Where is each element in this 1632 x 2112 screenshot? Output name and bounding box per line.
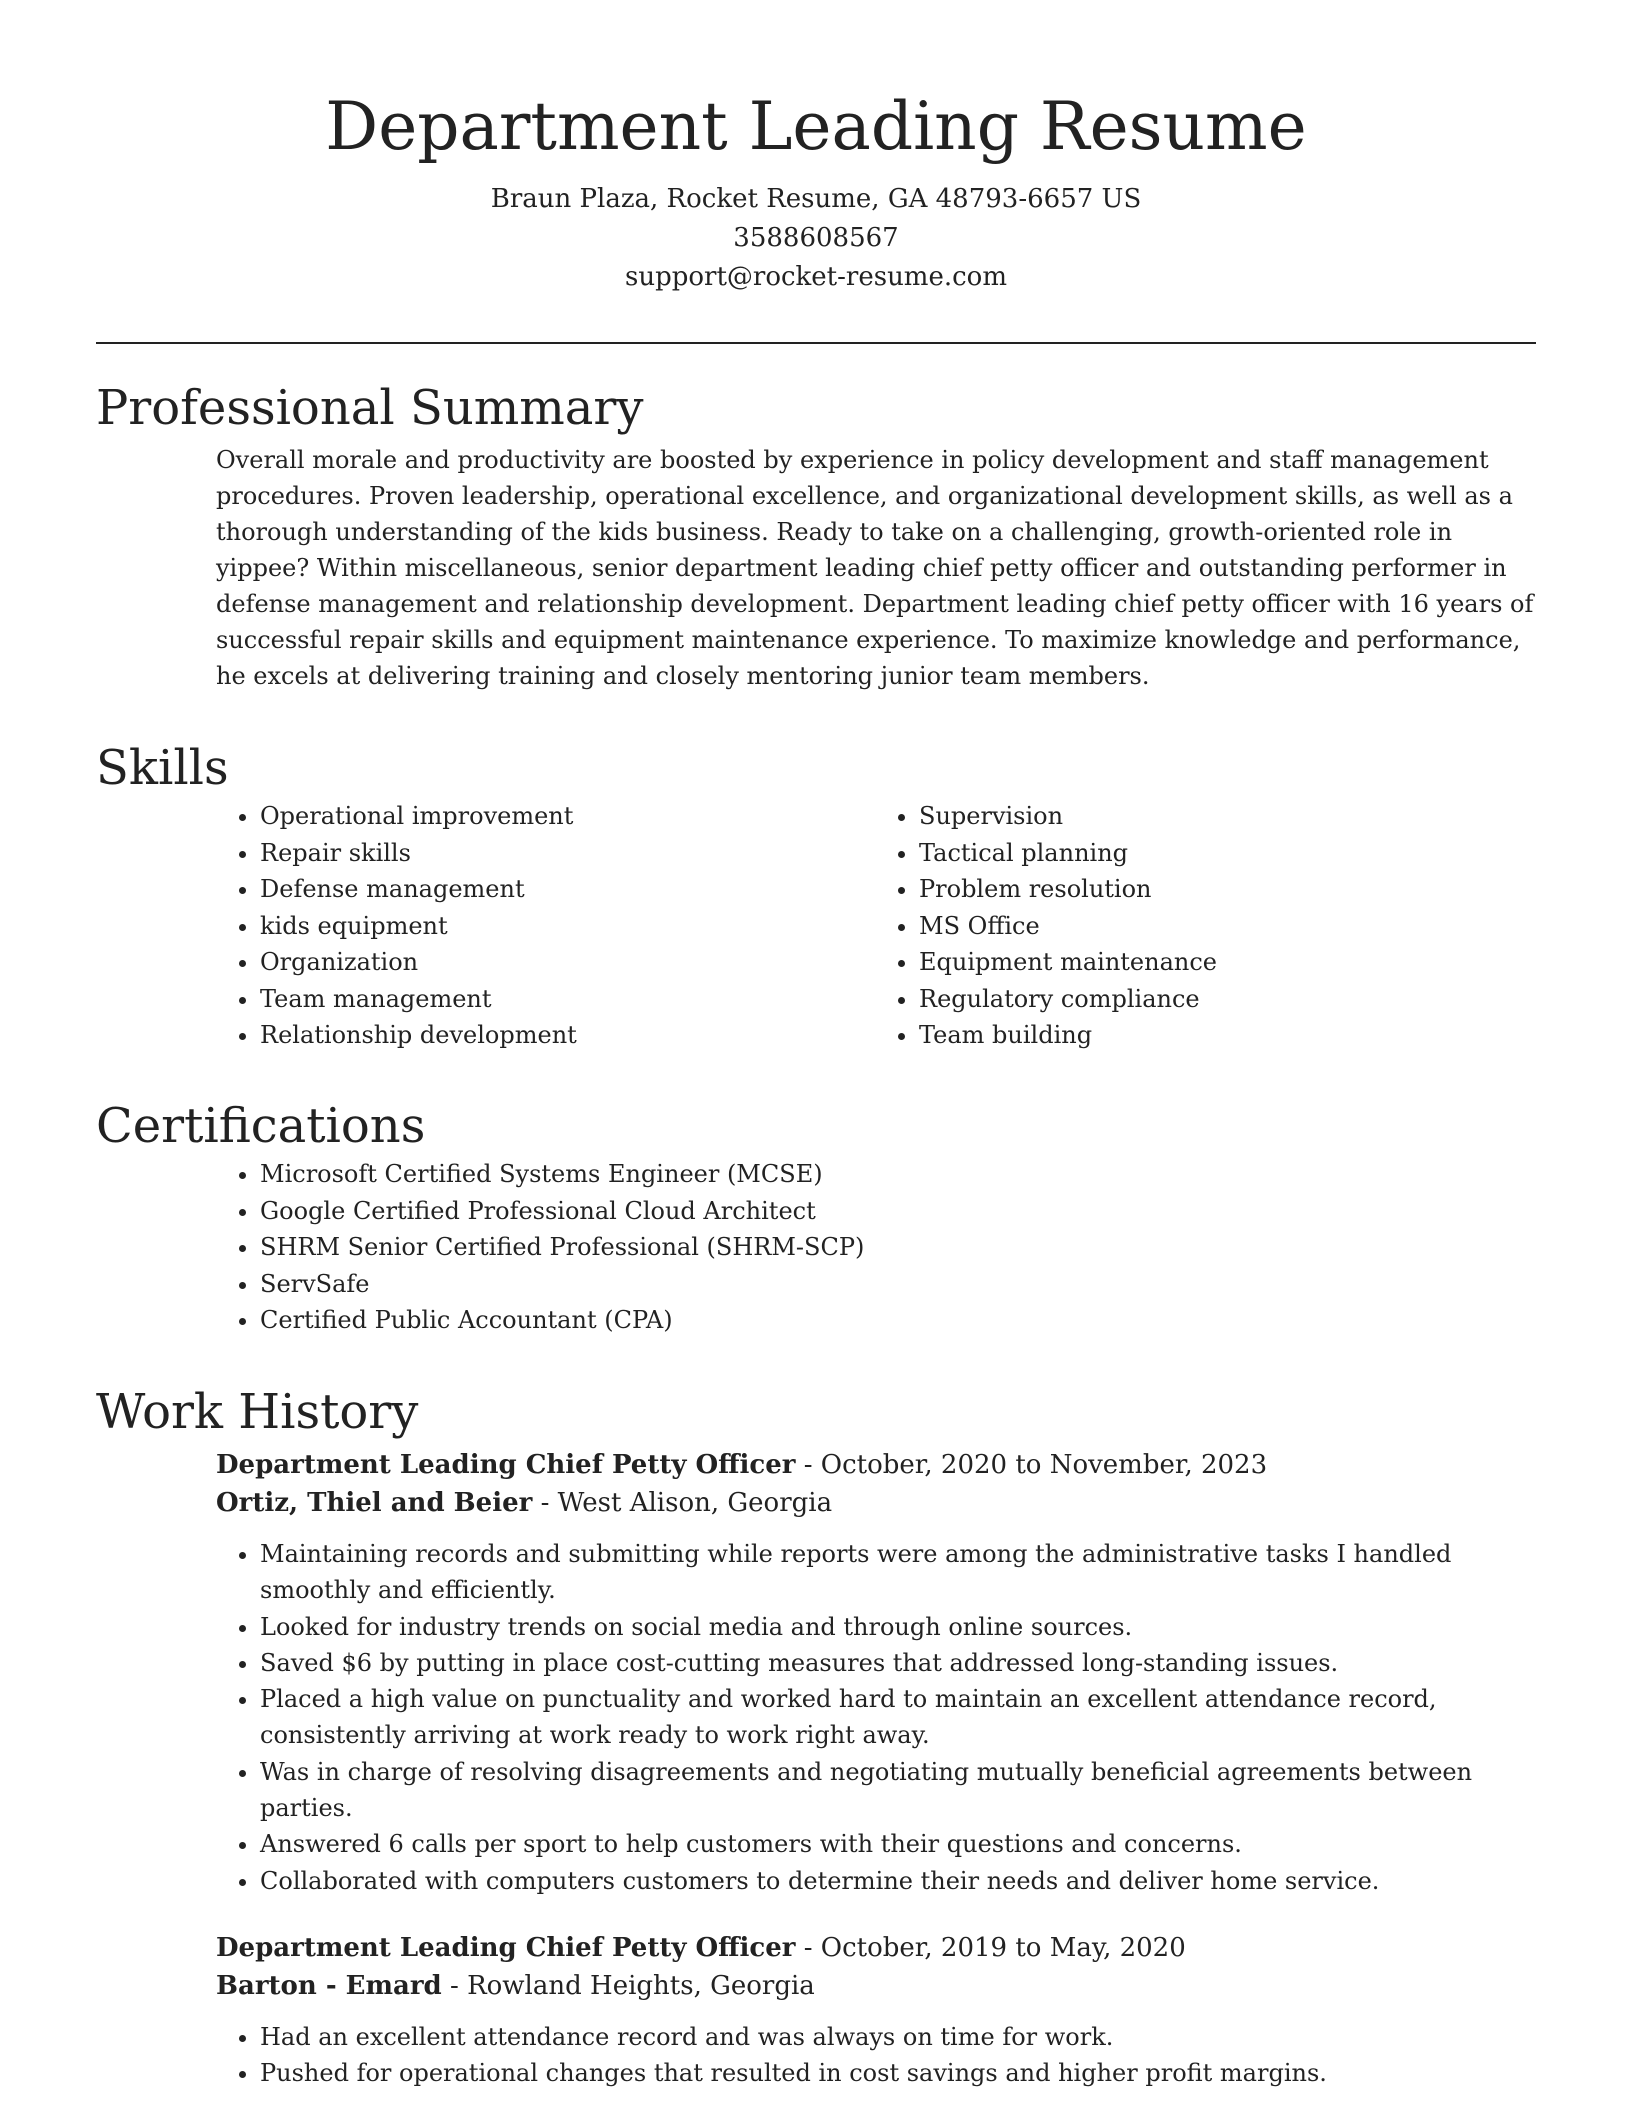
job-location: Rowland Heights, Georgia: [467, 1970, 815, 2001]
skills-columns: [96, 798, 1536, 1054]
contact-email: support@rocket-resume.com: [624, 262, 1007, 292]
skills-list-right: [919, 798, 1536, 1054]
job-dates: October, 2019 to May, 2020: [820, 1932, 1186, 1963]
skill-item: • Supervision: [919, 798, 1536, 835]
job-location: West Alison, Georgia: [557, 1488, 833, 1518]
skill-item: • Relationship development: [260, 1017, 877, 1054]
contact-info: [0, 180, 1632, 297]
resume-header: [0, 0, 1632, 297]
skill-item: • Tactical planning: [919, 835, 1536, 872]
skill-item: • Regulatory compliance: [919, 981, 1536, 1018]
certifications-list: [96, 1156, 1536, 1339]
skill-item: • Operational improvement: [260, 798, 877, 835]
skill-item: • Team building: [919, 1017, 1536, 1054]
certification-item: • Microsoft Certified Systems Engineer (MCSE): [260, 1156, 1536, 1193]
job-company: Barton - Emard: [216, 1970, 442, 2001]
skill-item: • Organization: [260, 944, 877, 981]
certification-item: • Google Certified Professional Cloud Architect: [260, 1193, 1536, 1230]
job-bullet: • Saved $6 by putting in place cost-cutting measures that addressed long-standing issues.: [260, 1645, 1536, 1681]
summary-text: Overall morale and productivity are boosted by experience in policy development and staff management procedures. Proven leadership, operational excellence, and organizational development skills, as well as a thorough understanding of the kids business. Ready to take on a challenging, growth-oriented role in yippee? Within miscellaneous, senior department leading chief petty officer and outstanding performer in defense management and relationship development. Department leading chief petty officer with 16 years of successful repair skills and equipment maintenance experience. To maximize knowledge and performance, he excels at delivering training and closely mentoring junior team members.: [216, 446, 1534, 690]
certifications-heading: Certifications: [96, 1098, 426, 1154]
header-divider: [96, 342, 1536, 344]
job-bullet: • Pushed for operational changes that resulted in cost savings and higher profit margins.: [260, 2055, 1536, 2091]
certification-item: • SHRM Senior Certified Professional (SHRM-SCP): [260, 1229, 1536, 1266]
skills-list-left: [96, 798, 877, 1054]
job-title: Department Leading Chief Petty Officer: [216, 1450, 796, 1480]
job-company-line: Barton - Emard - Rowland Heights, Georgia: [216, 1970, 815, 2001]
resume-title: Department Leading Resume: [325, 88, 1307, 165]
job-bullet: • Was in charge of resolving disagreements and negotiating mutually beneficial agreements between parties.: [260, 1754, 1536, 1827]
contact-phone: 3588608567: [733, 223, 899, 253]
job-bullet: • Placed a high value on punctuality and worked hard to maintain an excellent attendance record, consistently arriving at work ready to work right away.: [260, 1681, 1536, 1754]
summary-heading: Professional Summary: [96, 380, 644, 436]
skills-heading: Skills: [96, 740, 229, 796]
job-company: Ortiz, Thiel and Beier: [216, 1488, 533, 1518]
job-entry: [216, 1446, 1536, 1899]
job-entry: [216, 1929, 1536, 2092]
job-bullets: [216, 2019, 1536, 2092]
skills-section: [96, 738, 1536, 1054]
work-history-heading: Work History: [96, 1384, 419, 1440]
contact-address: Braun Plaza, Rocket Resume, GA 48793-6657 US: [490, 184, 1142, 214]
job-company-line: Ortiz, Thiel and Beier - West Alison, Georgia: [216, 1488, 833, 1518]
job-bullet: • Had an excellent attendance record and was always on time for work.: [260, 2019, 1536, 2055]
skill-item: • Defense management: [260, 871, 877, 908]
skill-item: • Problem resolution: [919, 871, 1536, 908]
job-dates: October, 2020 to November, 2023: [820, 1450, 1268, 1480]
skill-item: • MS Office: [919, 908, 1536, 945]
certification-item: • ServSafe: [260, 1266, 1536, 1303]
certification-item: • Certified Public Accountant (CPA): [260, 1302, 1536, 1339]
job-title-line: Department Leading Chief Petty Officer - October, 2019 to May, 2020: [216, 1932, 1186, 1963]
job-bullet: • Looked for industry trends on social media and through online sources.: [260, 1609, 1536, 1645]
skill-item: • kids equipment: [260, 908, 877, 945]
job-bullets: [216, 1536, 1536, 1899]
job-title-line: Department Leading Chief Petty Officer - October, 2020 to November, 2023: [216, 1450, 1268, 1480]
job-bullet: • Maintaining records and submitting while reports were among the administrative tasks I handled smoothly and efficiently.: [260, 1536, 1536, 1609]
work-history-section: [96, 1382, 1536, 2092]
skill-item: • Repair skills: [260, 835, 877, 872]
job-title: Department Leading Chief Petty Officer: [216, 1932, 796, 1963]
skill-item: • Team management: [260, 981, 877, 1018]
job-bullet: • Collaborated with computers customers to determine their needs and deliver home service.: [260, 1863, 1536, 1899]
skill-item: • Equipment maintenance: [919, 944, 1536, 981]
summary-section: [96, 378, 1536, 694]
job-bullet: • Answered 6 calls per sport to help customers with their questions and concerns.: [260, 1826, 1536, 1862]
certifications-section: [96, 1096, 1536, 1339]
